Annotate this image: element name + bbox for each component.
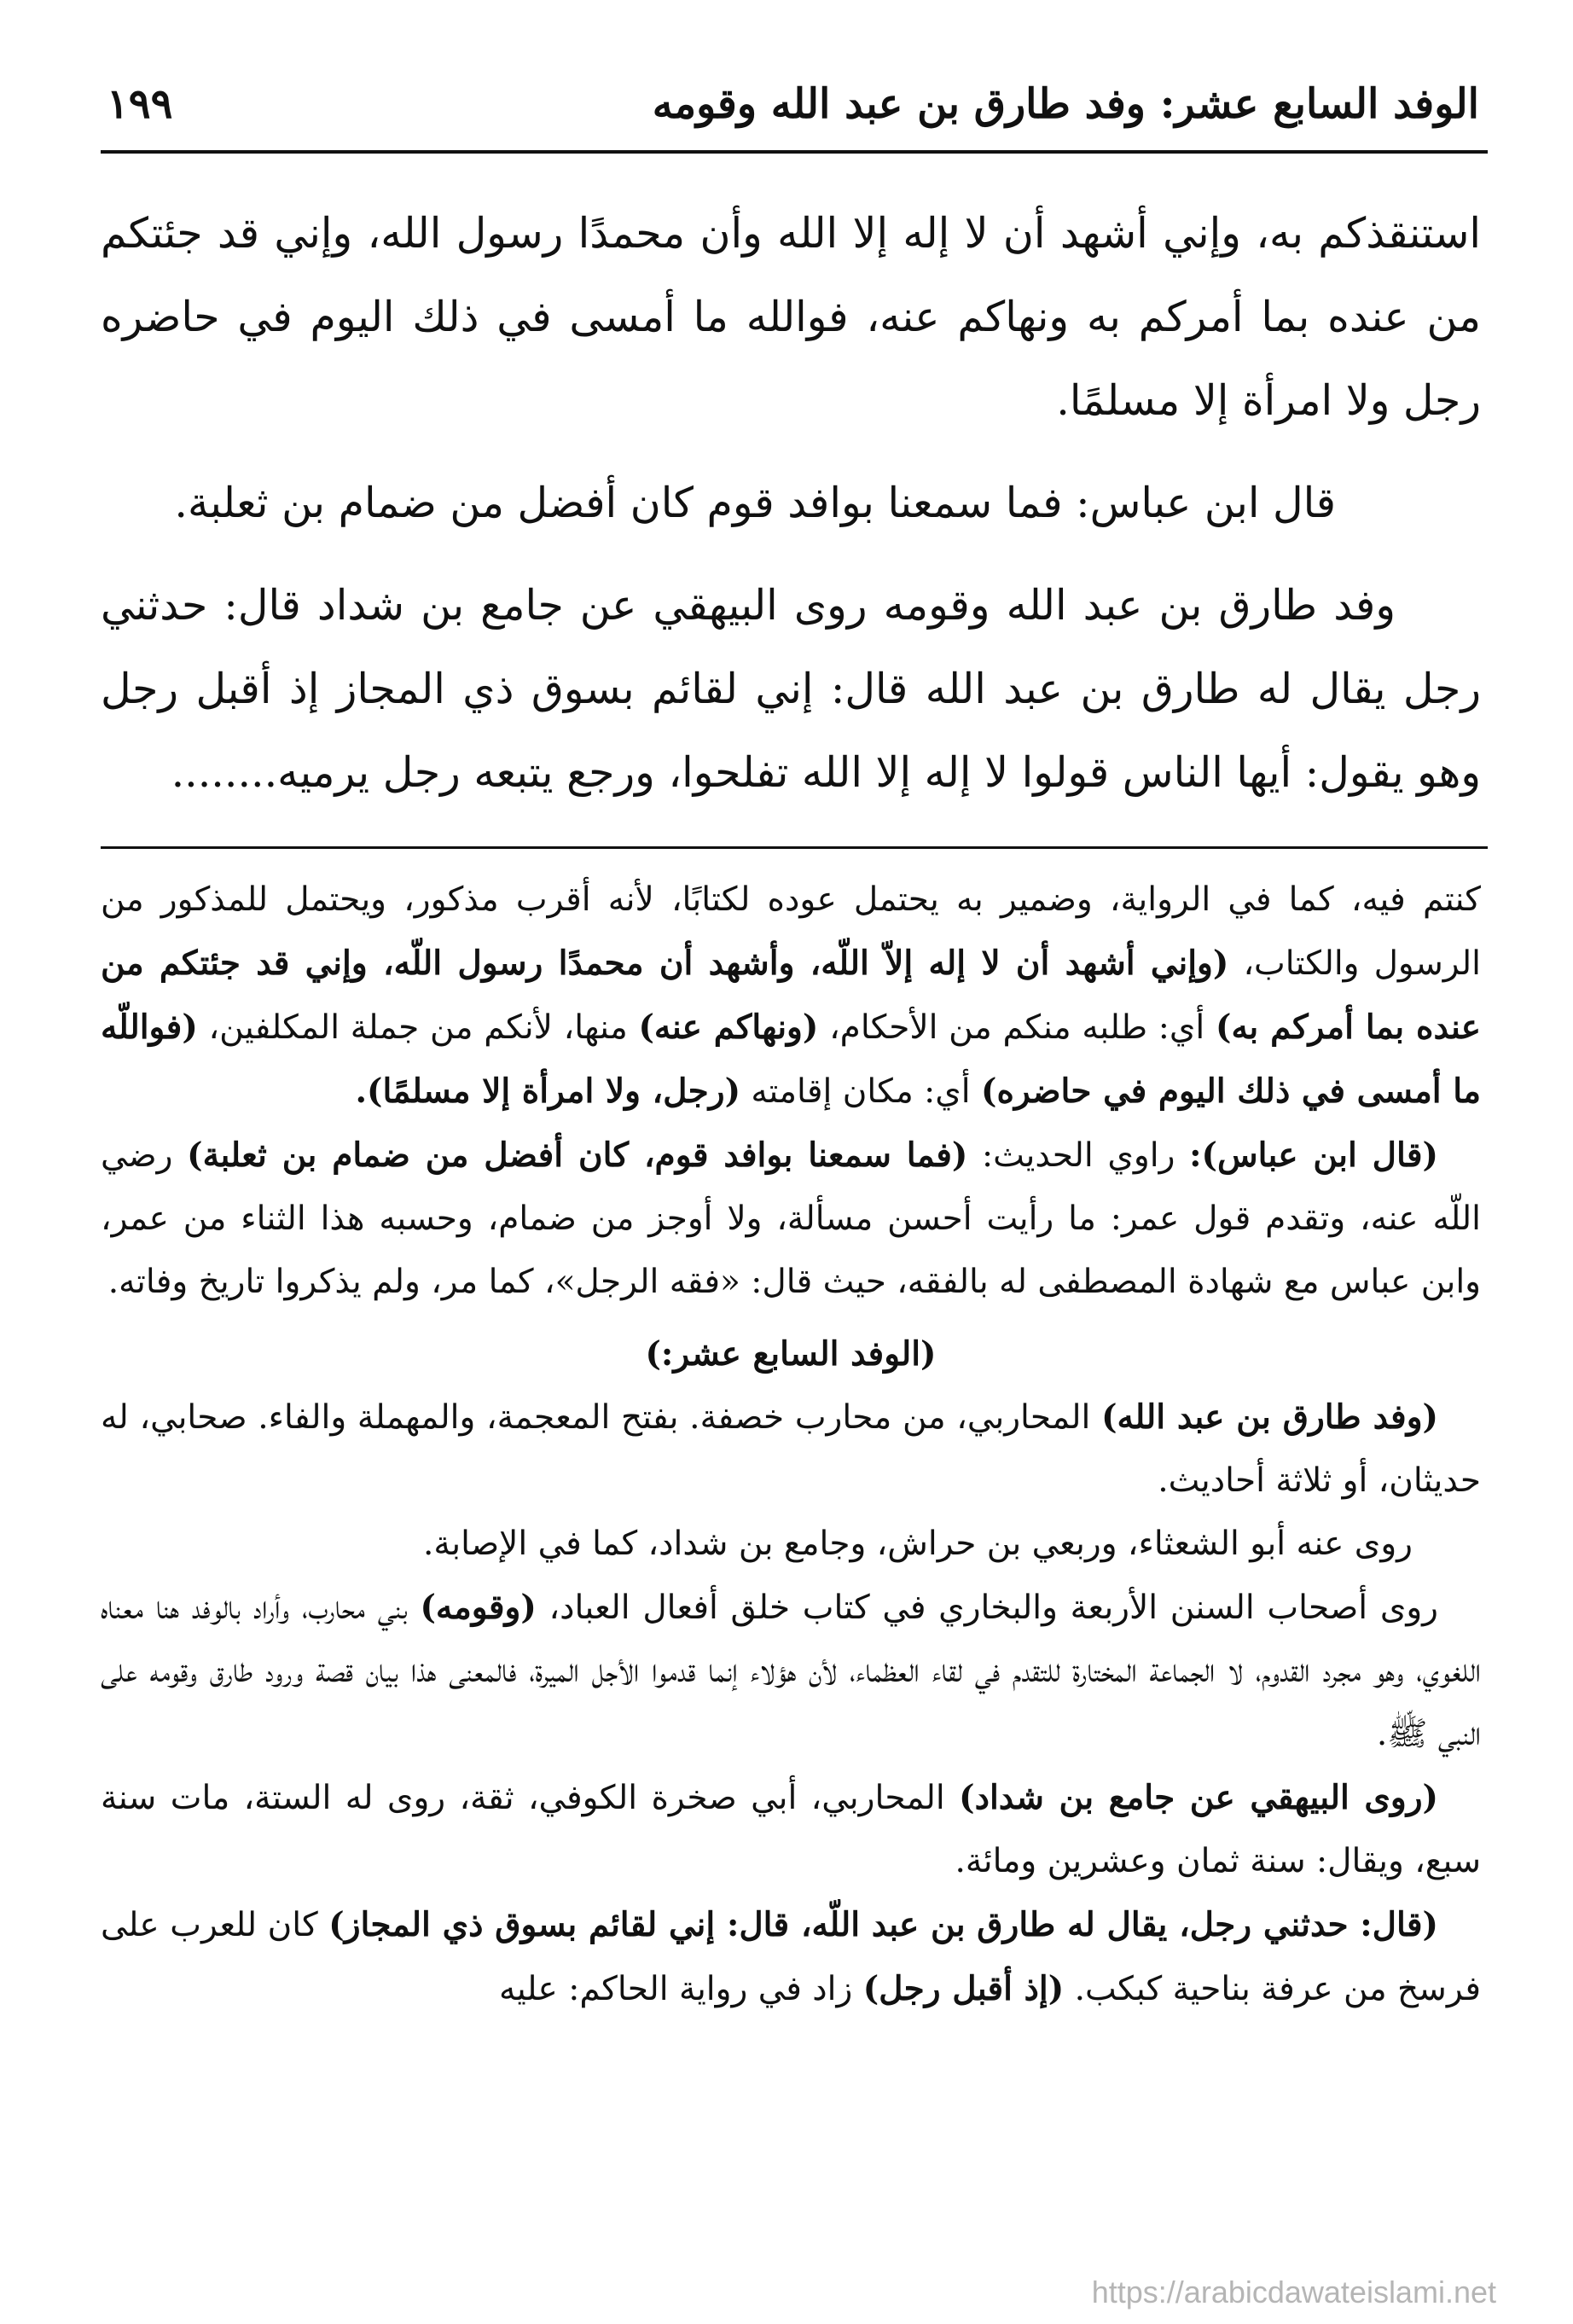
quoted-text: (وإني أشهد أن لا إله إلاّ اللّه، وأشهد أن محمدًا رسول اللّه، وإني قد جئتكم من عنده بما أمركم به) [101, 944, 1481, 1047]
section-heading: (الوفد السابع عشر:) [645, 1334, 937, 1374]
quoted-text: (وفد طارق بن عبد الله) [1101, 1397, 1438, 1437]
quoted-text: (ونهاكم عنه) [638, 1008, 819, 1047]
running-header [107, 70, 1479, 138]
commentary-paragraph: روى عنه أبو الشعثاء، وربعي بن حراش، وجامع بن شداد، كما في الإصابة. [422, 1525, 1413, 1563]
main-paragraph: وفد طارق بن عبد الله وقومه روى البيهقي عن جامع بن شداد قال: حدثني رجل يقال له طارق بن عبد الله قال: إني لقائم بسوق ذي المجاز إذ أقبل رجل وهو يقول: أيها الناس قولوا لا إله إلا الله تفلحوا، ورجع يتبعه رجل يرميه........ [101, 581, 1481, 797]
header-rule [101, 150, 1488, 154]
header-title: الوفد السابع عشر: وفد طارق بن عبد الله وقومه [652, 80, 1479, 128]
commentary-text: المحاربي، من محارب خصفة. بفتح المعجمة، والمهملة والفاء. صحابي، له حديثان، أو ثلاثة أحاديث. [101, 1398, 1481, 1500]
commentary-text: المحاربي، أبي صخرة الكوفي، ثقة، روى له الستة، مات سنة سبع، ويقال: سنة ثمان وعشرين ومائة. [101, 1779, 1481, 1880]
commentary-text: بني محارب، وأراد بالوفد هنا معناه اللغوي، وهو مجرد القدوم، لا الجماعة المختارة للتقدم في لقاء العظماء، لأن هؤلاء إنما قدموا الأجل الميرة، فالمعنى هذا بيان قصة ورود طارق وقومه على النبي ﷺ. [101, 1589, 1481, 1753]
commentary-paragraph [101, 1386, 1481, 1513]
commentary-text: رضي اللّه عنه، وتقدم قول عمر: ما رأيت أحسن مسألة، ولا أوجز من ضمام، وحسبه هذا الثناء من عمر، وابن عباس مع شهادة المصطفى له بالفقه، حيث قال: «فقه الرجل»، كما مر، ولم يذكروا تاريخ وفاته. [101, 1136, 1481, 1301]
section-divider [101, 846, 1488, 849]
commentary-text: كان للعرب على فرسخ من عرفة بناحية كبكب. [101, 1906, 1481, 2008]
quoted-text: (قال: حدثني رجل، يقال له طارق بن عبد اللّه، قال: إني لقائم بسوق ذي المجاز) [328, 1905, 1438, 1944]
commentary-text: منها، لأنكم من جملة المكلفين، [197, 1008, 639, 1047]
quoted-text: (روى البيهقي عن جامع بن شداد) [959, 1778, 1438, 1817]
commentary-text: زاد في رواية الحاكم: عليه [498, 1970, 863, 2008]
quoted-text: (وقومه) [420, 1588, 537, 1627]
commentary-text: كنتم فيه، كما في الرواية، وضمير به يحتمل عوده لكتابًا، لأنه أقرب مذكور، ويحتمل للمذكور من الرسول والكتاب، [101, 880, 1481, 983]
quoted-text: (فواللّه ما أمسى في ذلك اليوم في حاضره) [101, 1008, 1481, 1111]
commentary [101, 869, 1481, 2021]
main-paragraph: استنقذكم به، وإني أشهد أن لا إله إلا الله وأن محمدًا رسول الله، وإني قد جئتكم من عنده بما أمركم به ونهاكم عنه، فوالله ما أمسى في ذلك اليوم في حاضره رجل ولا امرأة إلا مسلمًا. [101, 209, 1481, 425]
quoted-text: (رجل، ولا امرأة إلا مسلمًا). [355, 1072, 741, 1111]
quoted-text: (إذ أقبل رجل) [862, 1969, 1065, 2008]
commentary-paragraph [101, 1893, 1481, 2021]
watermark-url: https://arabicdawateislami.net [1091, 2275, 1496, 2309]
commentary-paragraph [101, 1766, 1481, 1893]
commentary-text: أي: طلبه منكم من الأحكام، [818, 1008, 1216, 1047]
commentary-text: أي: مكان إقامته [740, 1072, 982, 1111]
quoted-text: (قال ابن عباس): [1189, 1136, 1438, 1175]
page-number: ١٩٩ [107, 80, 173, 128]
quoted-text: (فما سمعنا بوافد قوم، كان أفضل من ضمام بن ثعلبة) [187, 1136, 968, 1175]
commentary-text: روى أصحاب السنن الأربعة والبخاري في كتاب خلق أفعال العباد، [536, 1589, 1439, 1627]
main-paragraph: قال ابن عباس: فما سمعنا بوافد قوم كان أفضل من ضمام بن ثعلبة. [174, 479, 1336, 527]
commentary-paragraph [101, 1124, 1481, 1314]
main-text [101, 192, 1481, 815]
commentary-paragraph [101, 1576, 1481, 1766]
commentary-text: راوي الحديث: [967, 1136, 1190, 1175]
commentary-paragraph [101, 869, 1481, 1124]
